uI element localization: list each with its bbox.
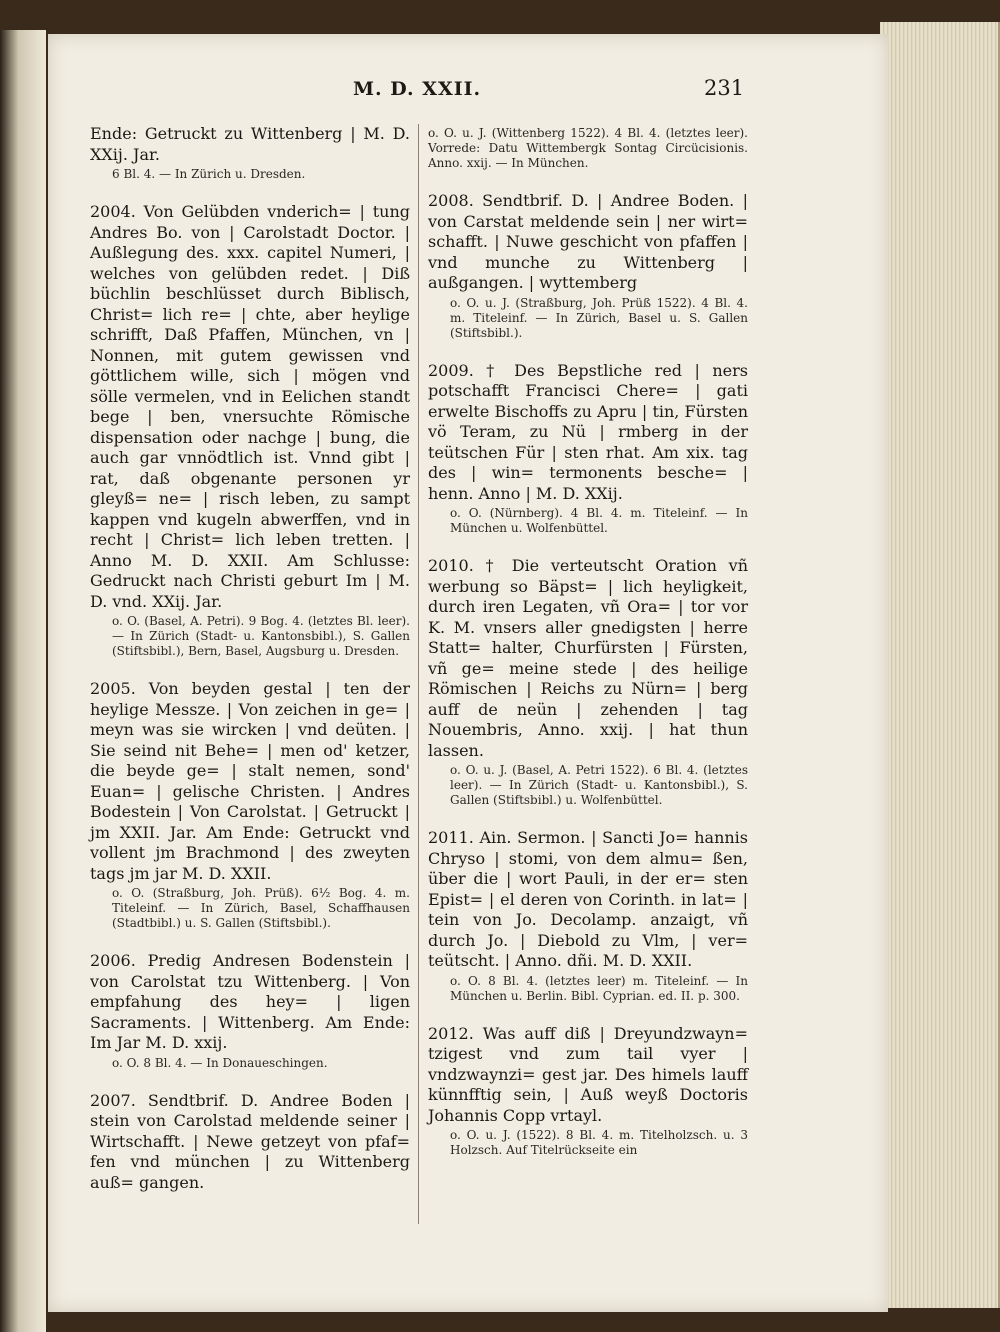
column-divider <box>418 124 419 1224</box>
catalog-entry <box>428 191 748 341</box>
catalog-entry <box>90 124 410 182</box>
entry-text: 2009. † Des Bepstliche red | ners potschafft Francisci Chere= | gati erwelte Bischoffs zu Apru | tin, Fürsten vö Teram, zu Nü | rmberg in der teütschen Für | sten rhat. Am xix. tag des | win= termonents besche= | henn. Anno | M. D. XXij. <box>428 360 748 503</box>
entry-text: Ende: Getruckt zu Wittenberg | M. D. XXij. Jar. <box>90 124 410 164</box>
entry-note: o. O. u. J. (Straßburg, Joh. Prüß 1522). 4 Bl. 4. m. Titeleinf. — In Zürich, Basel u. S. Gallen (Stiftsbibl.). <box>450 295 748 340</box>
catalog-entry <box>90 202 410 659</box>
left-column <box>90 124 410 1213</box>
page-number: 231 <box>704 76 745 100</box>
catalog-entry <box>428 361 748 537</box>
entry-note: o. O. (Straßburg, Joh. Prüß). 6½ Bog. 4. m. Titeleinf. — In Zürich, Basel, Schaffhausen (Stadtbibl.) u. S. Gallen (Stiftsbibl.). <box>112 886 410 930</box>
entry-note: o. O. u. J. (Basel, A. Petri 1522). 6 Bl. 4. (letztes leer). — In Zürich (Stadt- u. Kantonsbibl.), S. Gallen (Stiftsbibl.) u. Wolfenbüttel. <box>450 763 748 807</box>
book-page <box>48 34 888 1312</box>
entry-note: o. O. (Basel, A. Petri). 9 Bog. 4. (letztes Bl. leer). — In Zürich (Stadt- u. Kantonsbibl.), S. Gallen (Stiftsbibl.), Bern, Basel, Augsburg u. Dresden. <box>112 614 410 658</box>
page-header <box>48 78 888 108</box>
right-column <box>428 124 748 1178</box>
catalog-entry <box>90 951 410 1071</box>
previous-page-edge <box>0 30 46 1332</box>
catalog-entry <box>428 1024 748 1159</box>
entry-text: 2004. Von Gelübden vnderich= | tung Andres Bo. von | Carolstadt Doctor. | Außlegung des. xxx. capitel Numeri, | welches von gelübden redet. | Diß büchlin beschlüsset durch Biblisch, Christ= lich re= | chte, aber heylige schrifft, Daß Pfaffen, München, vn | Nonnen, mit gutem gewissen vnd göttlichem wille, sich | mögen vnd sölle vermelen, vnd in Eelichen standt bege | ben, vnersuchte Römische dispensation oder nachge | bung, die auch gar vnnödtlich ist. Vnnd gibt | rat, daß obgenante personen yr gleyß= ne= | risch leben, zu sampt kappen vnd kugeln abwerffen, vnd in recht | Christ= lich leben tretten. | Anno M. D. XXII. Am Schlusse: Gedruckt nach Christi geburt Im | M. D. vnd. XXij. Jar. <box>90 202 410 611</box>
entry-text: 2007. Sendtbrif. D. Andree Boden | stein von Carolstad meldende seiner | Wirtschafft. | Newe getzeyt von pfaf= fen vnd münchen | zu Wittenberg auß= gangen. <box>90 1090 410 1192</box>
entry-note: 6 Bl. 4. — In Zürich u. Dresden. <box>112 167 306 181</box>
catalog-entry <box>90 1091 410 1194</box>
catalog-entry <box>428 828 748 1004</box>
entry-note: o. O. u. J. (Wittenberg 1522). 4 Bl. 4. (letztes leer). Vorrede: Datu Wittembergk Sontag Circücisionis. Anno. xxij. — In München. <box>428 126 748 170</box>
catalog-entry-continued <box>428 126 748 171</box>
catalog-entry <box>428 556 748 808</box>
catalog-entry <box>90 679 410 931</box>
entry-text: 2012. Was auff diß | Dreyundzwayn= tzigest vnd zum tail vyer | vndzwaynzi= gest jar. Des himels lauff künnfftig sein, | Auß weyß Doctoris Johannis Copp vrtayl. <box>428 1023 748 1125</box>
entry-note: o. O. 8 Bl. 4. — In Donaueschingen. <box>112 1055 328 1070</box>
entry-note: o. O. (Nürnberg). 4 Bl. 4. m. Titeleinf. — In München u. Wolfenbüttel. <box>450 506 748 535</box>
book-page-edges <box>880 22 1000 1308</box>
entry-text: 2011. Ain. Sermon. | Sancti Jo= hannis Chryso | stomi, von dem almu= ßen, über die | wort Pauli, in der er= sten Epist= | el deren von Corinth. in lat= | tein von Jo. Decolamp. anzaigt, vñ durch Jo. | Diebold zu Vlm, | ver= teütscht. | Anno. dñi. M. D. XXII. <box>428 828 748 970</box>
entry-note: o. O. 8 Bl. 4. (letztes leer) m. Titeleinf. — In München u. Berlin. Bibl. Cyprian. ed. II. p. 300. <box>450 973 748 1003</box>
entry-text: 2005. Von beyden gestal | ten der heylige Messze. | Von zeichen in ge= | meyn was sie wircken | vnd deüten. | Sie seind nit Behe= | men od' ketzer, die beyde ge= | stalt nemen, sond' Euan= | gelische Christen. | Andres Bodestein | Von Carolstat. | Getruckt | jm XXII. Jar. Am Ende: Getruckt vnd vollent jm Brachmond | des zweyten tags jm jar M. D. XXII. <box>90 679 410 883</box>
entry-note: o. O. u. J. (1522). 8 Bl. 4. m. Titelholzsch. u. 3 Holzsch. Auf Titelrückseite ein <box>450 1128 748 1157</box>
entry-text: 2006. Predig Andresen Bodenstein | von Carolstat tzu Wittenberg. | Von empfahung des hey= | ligen Sacraments. | Wittenberg. Am Ende: Im Jar M. D. xxij. <box>90 951 410 1052</box>
entry-text: 2008. Sendtbrif. D. | Andree Boden. | von Carstat meldende sein | ner wirt= schafft. | Nuwe geschicht von pfaffen | vnd munche zu Wittenberg | außgangen. | wyttemberg <box>428 191 748 292</box>
entry-text: 2010. † Die verteutscht Oration vñ werbung so Bäpst= | lich heyligkeit, durch iren Legaten, vñ Ora= | tor vor K. M. vnsers aller gnedigsten | herre Statt= halter, Churfürsten | Fürsten, vñ ge= meine stede | des heilige Römischen | Reichs zu Nürn= | berg auff de neün | zehenden | tag Nouembris, Anno. xxij. | hat thun lassen. <box>428 556 748 760</box>
running-head: M. D. XXII. <box>353 78 482 100</box>
